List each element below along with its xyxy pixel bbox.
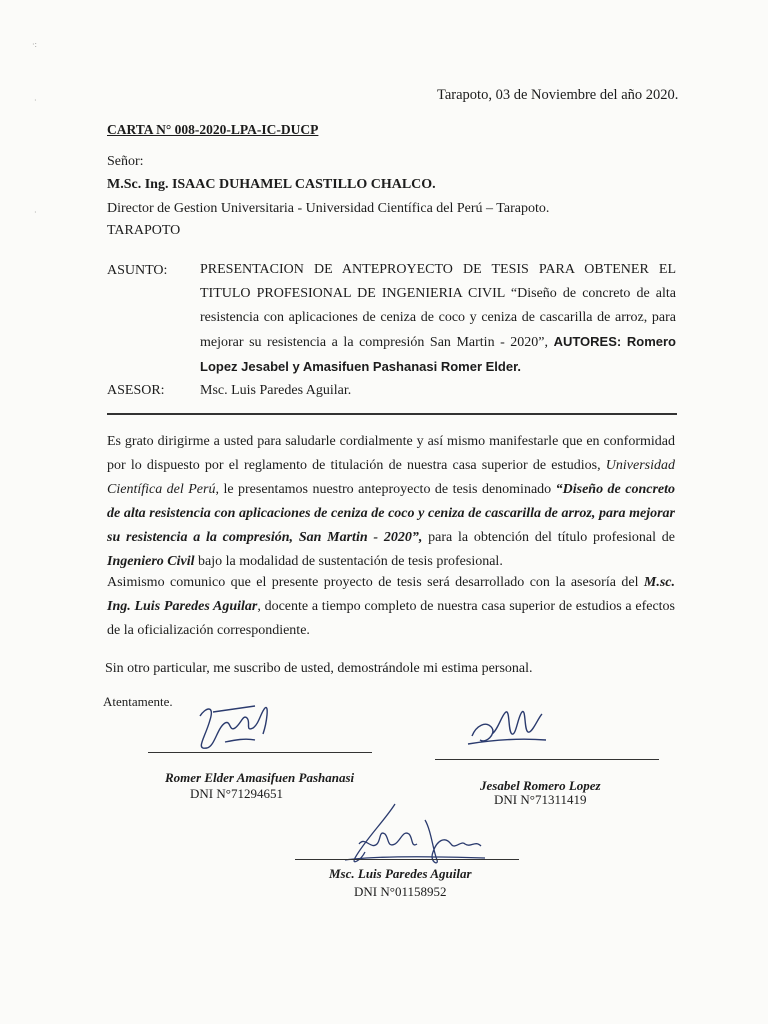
asunto-label: ASUNTO: — [107, 263, 168, 278]
signatory-dni: DNI N°71311419 — [494, 792, 587, 807]
signatory-name: Jesabel Romero Lopez — [480, 778, 601, 793]
asunto-line — [200, 355, 676, 380]
body-paragraph-2 — [107, 571, 675, 643]
body-line: de la oficialización correspondiente. — [107, 623, 310, 638]
body-paragraph-1 — [107, 430, 675, 574]
signature-line — [295, 859, 519, 860]
asunto-text — [200, 258, 676, 380]
body-text: Asimismo comunico que el presente proyecto de tesis será desarrollado con la asesoría del — [107, 575, 644, 590]
body-line — [107, 571, 675, 595]
asunto-line: TITULO PROFESIONAL DE INGENIERIA CIVIL “Diseño de concreto de alta — [200, 286, 676, 301]
scan-speck: · — [34, 96, 37, 105]
letter-reference: CARTA N° 008-2020-LPA-IC-DUCP — [107, 122, 319, 137]
university-name: Universidad — [605, 458, 675, 473]
signatory-dni: DNI N°01158952 — [354, 884, 447, 899]
asunto-line — [200, 330, 676, 355]
body-text: para la obtención del título profesional de — [422, 530, 675, 545]
recipient-name: M.Sc. Ing. ISAAC DUHAMEL CASTILLO CHALCO. — [107, 177, 436, 192]
recipient-title: Director de Gestion Universitaria - Universidad Científica del Perú – Tarapoto. — [107, 201, 550, 216]
closing-text: Atentamente. — [103, 694, 173, 709]
body-line — [107, 502, 675, 526]
signature-line — [148, 752, 372, 753]
body-line — [107, 595, 675, 619]
thesis-title-cont: de alta resistencia con aplicaciones de ceniza de coco y ceniza de cascarilla de arroz, para mejorar — [107, 506, 675, 521]
signature-romer — [185, 698, 280, 758]
section-divider — [107, 413, 677, 415]
salutation: Señor: — [107, 154, 144, 169]
body-text: , le presentamos nuestro anteproyecto de tesis denominado — [215, 482, 556, 497]
advisor-name: Ing. Luis Paredes Aguilar — [107, 599, 258, 614]
signatory-name: Romer Elder Amasifuen Pashanasi — [165, 770, 355, 785]
asesor-value: Msc. Luis Paredes Aguilar. — [200, 383, 352, 398]
advisor-title: M.sc. — [643, 575, 675, 590]
body-line — [107, 526, 675, 550]
asesor-label: ASESOR: — [107, 383, 165, 398]
body-line — [107, 478, 675, 502]
autores-names: Lopez Jesabel y Amasifuen Pashanasi Romer Elder. — [200, 359, 522, 374]
scan-speck: · — [34, 208, 37, 217]
asunto-line: PRESENTACION DE ANTEPROYECTO DE TESIS PARA OBTENER EL — [200, 262, 676, 277]
signatory-dni: DNI N°71294651 — [190, 786, 283, 801]
thesis-title: “Diseño de concreto — [555, 482, 675, 497]
farewell-text: Sin otro particular, me suscribo de usted, demostrándole mi estima personal. — [105, 661, 533, 676]
letter-date: Tarapoto, 03 de Noviembre del año 2020. — [437, 87, 679, 103]
university-name-cont: Científica del Perú — [107, 482, 216, 497]
scan-speck: ·: — [32, 40, 37, 49]
thesis-title-end: su resistencia a la compresión, San Martin - 2020”, — [107, 530, 423, 545]
asunto-line: resistencia con aplicaciones de ceniza de coco y ceniza de cascarilla de arroz, para — [200, 310, 676, 325]
signature-jesabel — [462, 704, 552, 756]
body-line — [107, 454, 675, 478]
body-line: Es grato dirigirme a usted para saludarle cordialmente y así mismo manifestarle que en conformidad — [107, 434, 675, 449]
body-text: por lo dispuesto por el reglamento de titulación de nuestra casa superior de estudios, — [107, 458, 606, 473]
recipient-city: TARAPOTO — [107, 223, 181, 238]
body-text: , docente a tiempo completo de nuestra casa superior de estudios a efectos — [257, 599, 675, 614]
autores-label: AUTORES: Romero — [553, 334, 676, 349]
degree-name: Ingeniero Civil — [107, 554, 195, 569]
body-text: bajo la modalidad de sustentación de tesis profesional. — [194, 554, 503, 569]
asunto-line-text: mejorar su resistencia a la compresión San Martin - 2020”, — [200, 335, 554, 350]
signatory-name: Msc. Luis Paredes Aguilar — [329, 866, 472, 881]
signature-line — [435, 759, 659, 760]
